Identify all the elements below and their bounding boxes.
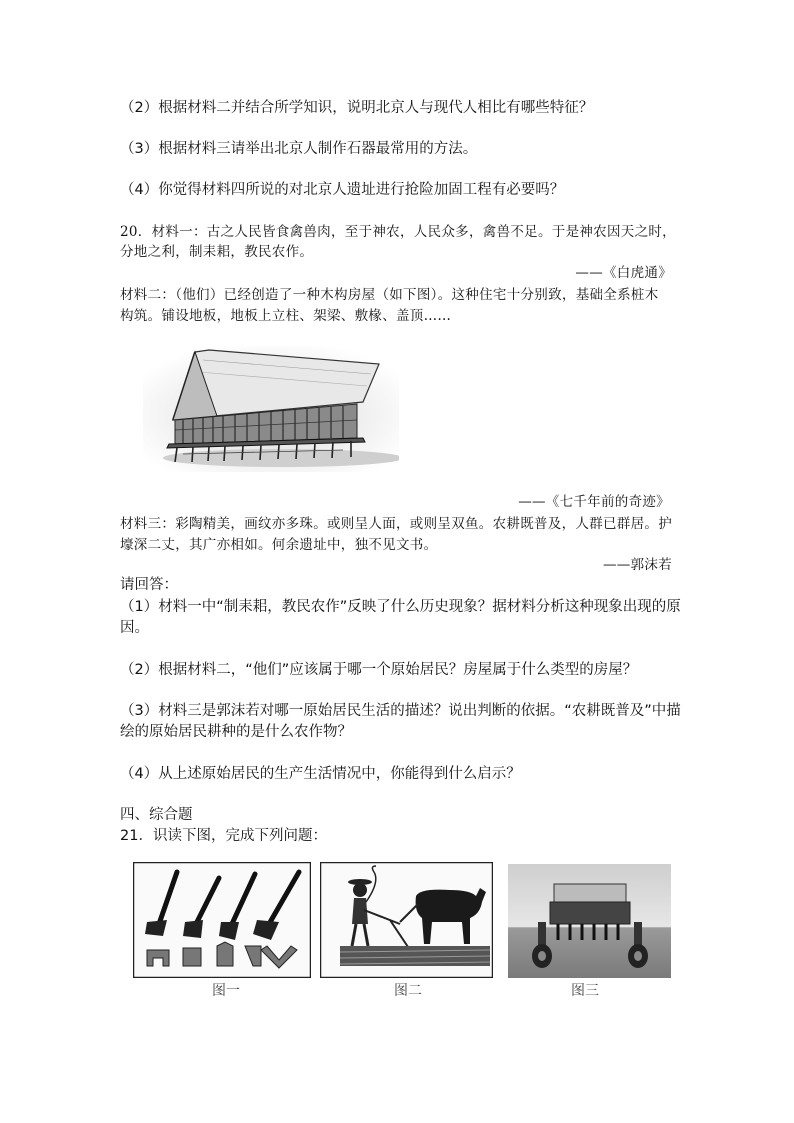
q20-material2-source: ——《七千年前的奇迹》 xyxy=(518,494,670,510)
q20-answer4: （4）从上述原始居民的生产生活情况中，你能得到什么启示？ xyxy=(120,766,521,782)
q19-sub4: （4）你觉得材料四所说的对北京人遗址进行抢险加固工程有必要吗？ xyxy=(120,182,565,198)
q20-material2-line1: 材料二：（他们）已经创造了一种木构房屋（如下图）。这种住宅十分别致，基础全系桩木 xyxy=(120,287,659,303)
section-heading: 四、综合题 xyxy=(120,807,193,823)
q20-material1-source: ——《白虎通》 xyxy=(575,265,672,281)
q20-answer1-line1: （1）材料一中“制耒耜，教民农作”反映了什么历史现象？据材料分析这种现象出现的原 xyxy=(120,599,681,615)
figure2-caption: 图二 xyxy=(394,983,422,999)
q20-material3-line1: 材料三：彩陶精美，画纹亦多珠。或则呈人面，或则呈双鱼。农耕既普及，人群已群居。护 xyxy=(120,516,672,532)
q20-material2-line2: 构筑。铺设地板，地板上立柱、架梁、敷椽、盖顶…… xyxy=(120,308,452,324)
q21-question: 21．识读下图，完成下列问题： xyxy=(120,828,327,844)
q20-material3-line2: 壕深二丈，其广亦相如。何余遗址中，独不见文书。 xyxy=(120,537,438,553)
figure1-farm-tools xyxy=(133,862,311,978)
stilt-house-illustration xyxy=(143,346,399,472)
q20-answer3-line1: （3）材料三是郭沫若对哪一原始居民生活的描述？说出判断的依据。“农耕既普及”中描 xyxy=(120,703,681,719)
figure2-ox-plough xyxy=(320,862,493,978)
q20-prompt: 请回答： xyxy=(120,577,178,593)
figure3-seeding-machine xyxy=(508,864,671,978)
q20-material1-line1: 20．材料一：古之人民皆食禽兽肉，至于神农，人民众多，禽兽不足。于是神农因天之时， xyxy=(120,224,676,240)
q20-material3-source: ——郭沫若 xyxy=(603,557,672,573)
q19-sub2: （2）根据材料二并结合所学知识，说明北京人与现代人相比有哪些特征？ xyxy=(120,100,594,116)
figure3-caption: 图三 xyxy=(571,983,599,999)
q20-answer1-line2: 因。 xyxy=(120,620,149,636)
q20-answer2: （2）根据材料二，“他们”应该属于哪一个原始居民？房屋属于什么类型的房屋？ xyxy=(120,662,638,678)
q20-answer3-line2: 绘的原始居民耕种的是什么农作物？ xyxy=(120,724,352,740)
figure1-caption: 图一 xyxy=(212,983,240,999)
q19-sub3: （3）根据材料三请举出北京人制作石器最常用的方法。 xyxy=(120,141,478,157)
q20-material1-line2: 分地之利，制耒耜，教民农作。 xyxy=(120,244,314,260)
